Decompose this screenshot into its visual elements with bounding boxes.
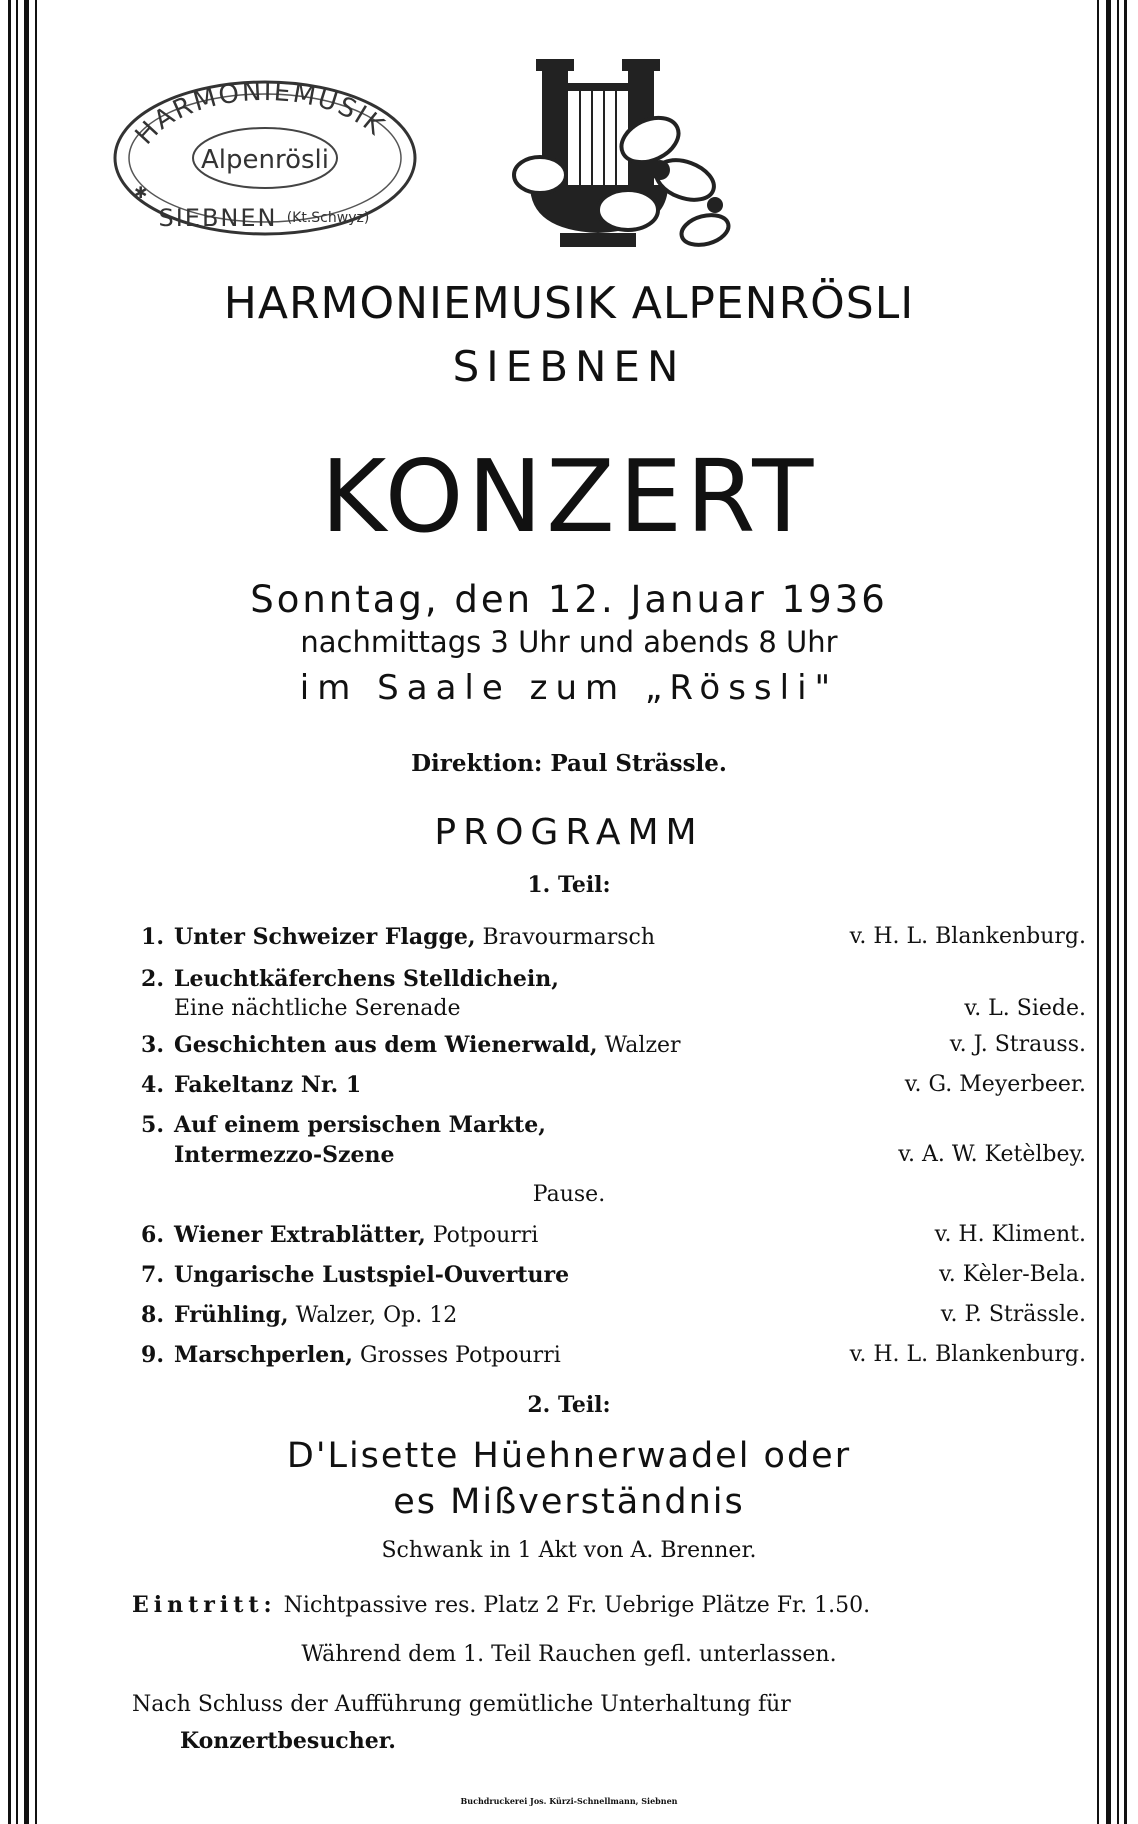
right-border-rule [1092, 0, 1128, 1824]
stamp-oval-icon [100, 70, 430, 240]
item-number: 5. [141, 1112, 164, 1138]
item-title: Frühling, [174, 1302, 289, 1328]
printer-imprint: Buchdruckerei Jos. Kürzi-Schnellmann, Siebnen [460, 1796, 678, 1806]
page-title: KONZERT [320, 438, 818, 555]
pause-label: Pause. [532, 1182, 606, 1207]
play-title-line2: es Mißverständnis [393, 1482, 745, 1522]
event-venue: im Saale zum „Rössli" [299, 668, 839, 708]
item-number: 6. [141, 1222, 164, 1248]
admission-text: Nichtpassive res. Platz 2 Fr. Uebrige Plätze Fr. 1.50. [276, 1593, 871, 1618]
item-title-rest: Grosses Potpourri [352, 1343, 561, 1368]
play-title-line1: D'Lisette Hüehnerwadel oder [286, 1436, 852, 1476]
event-date: Sonntag, den 12. Januar 1936 [250, 578, 888, 621]
item-subtitle: Intermezzo-Szene [174, 1142, 395, 1168]
item-composer: v. Kèler-Bela. [938, 1262, 1086, 1287]
item-title: Leuchtkäferchens Stelldichein, [174, 966, 559, 992]
item-title: Unter Schweizer Flagge, [174, 924, 476, 950]
item-number: 1. [141, 924, 164, 950]
item-composer: v. J. Strauss. [949, 1032, 1086, 1057]
item-number: 3. [141, 1032, 164, 1058]
stamp-bottom-text: SIEBNEN [158, 204, 278, 232]
item-number: 4. [141, 1072, 164, 1098]
item-title-rest: Potpourri [425, 1223, 539, 1248]
stamp-top-text: HARMONIEMUSIK [129, 76, 391, 151]
lyre-icon [500, 55, 750, 255]
conductor: Direktion: Paul Strässle. [411, 750, 727, 777]
program-item [128, 966, 1086, 1026]
item-title-rest: Walzer [597, 1033, 681, 1058]
item-composer: v. H. L. Blankenburg. [849, 924, 1086, 949]
stamp-bottom-suffix: (Kt.Schwyz) [286, 210, 370, 226]
admission-label: Eintritt: [132, 1592, 277, 1618]
item-composer: v. G. Meyerbeer. [904, 1072, 1086, 1097]
stamp-star-icon: ✱ [134, 183, 148, 202]
item-title: Auf einem persischen Markte, [174, 1112, 546, 1138]
item-title-rest: Bravourmarsch [475, 925, 655, 950]
band-name: HARMONIEMUSIK ALPENRÖSLI [223, 278, 915, 329]
stamp-center-text: Alpenrösli [200, 145, 330, 175]
item-number: 2. [141, 966, 164, 992]
lyre-ornament [500, 55, 750, 255]
item-subtitle: Eine nächtliche Serenade [174, 996, 461, 1021]
item-composer: v. A. W. Ketèlbey. [898, 1142, 1086, 1167]
part2-label: 2. Teil: [527, 1392, 611, 1418]
play-note: Schwank in 1 Akt von A. Brenner. [381, 1538, 757, 1563]
item-title-rest: Walzer, Op. 12 [288, 1303, 458, 1328]
concert-poster [60, 0, 1086, 1824]
item-number: 9. [141, 1342, 164, 1368]
admission-line [132, 1592, 870, 1618]
item-composer: v. H. Kliment. [934, 1222, 1086, 1247]
item-number: 8. [141, 1302, 164, 1328]
item-title: Geschichten aus dem Wienerwald, [174, 1032, 598, 1058]
part1-label: 1. Teil: [527, 872, 611, 898]
item-title: Ungarische Lustspiel-Ouverture [174, 1262, 570, 1288]
item-title: Wiener Extrablätter, [174, 1222, 426, 1248]
item-title: Fakeltanz Nr. 1 [174, 1072, 362, 1098]
program-heading: PROGRAMM [434, 812, 704, 853]
svg-text:HARMONIEMUSIK [130, 77, 391, 151]
club-stamp [100, 70, 430, 240]
closing-line1: Nach Schluss der Aufführung gemütliche Unterhaltung für [132, 1692, 791, 1717]
program-item [128, 1112, 1086, 1172]
item-title: Marschperlen, [174, 1342, 353, 1368]
item-composer: v. L. Siede. [964, 996, 1086, 1021]
item-composer: v. H. L. Blankenburg. [849, 1342, 1086, 1367]
item-composer: v. P. Strässle. [940, 1302, 1086, 1327]
town-name: SIEBNEN [452, 342, 686, 391]
item-number: 7. [141, 1262, 164, 1288]
closing-line2: Konzertbesucher. [180, 1728, 396, 1754]
left-border-rule [8, 0, 44, 1824]
smoking-notice: Während dem 1. Teil Rauchen gefl. unterlassen. [301, 1642, 837, 1667]
event-times: nachmittags 3 Uhr und abends 8 Uhr [300, 625, 838, 659]
